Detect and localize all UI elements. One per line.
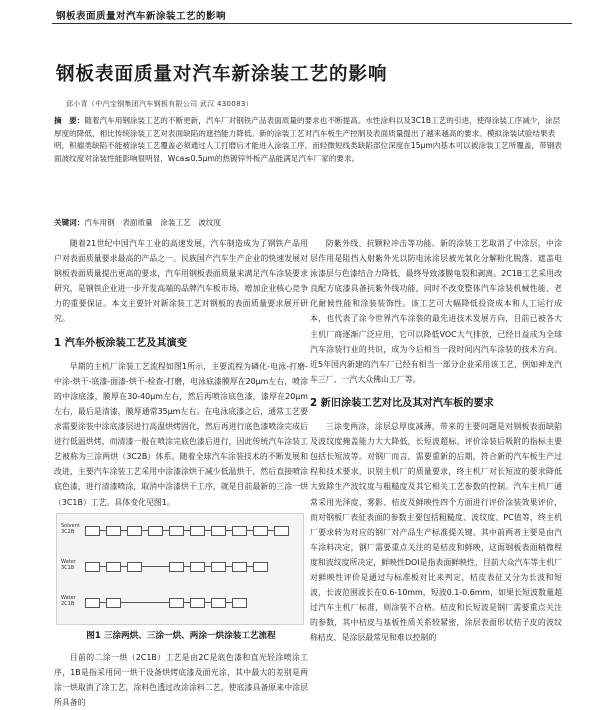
right-continued-paragraph: 防紫外线、抗颗粒冲击等功能。新的涂装工艺取消了中涂层，中涂层作用是阻挡入射紫外光以防电泳涂层被光氧化分解粉化脱落，遮盖电泳漆层与色漆结合力降低，最终导致漆膜龟裂和剥离。2C1B工艺采用改良配方底漆具备抗紫外线功能，同时不改变整体汽车涂装机械性能、老化耐候性能和涂装装饰性。该工艺可大幅降低投资成本和人工运行成本，也代表了涂今世界汽车涂装的最先进技术发展方向，目前已被各大主机厂商逐渐广泛应用，它可以降低VOC大气排放，已经日益成为全球汽车涂装行业的共识，成为今后相当一段时间内汽车涂装的技术方向。近5年国内新建的汽车厂已经有相当一部分企业采用该工艺，例如神龙汽车三厂、一汽大众佛山工厂等。	[310, 239, 562, 384]
section-1-paragraph: 早期的主机厂涂装工艺流程如图1所示，主要流程为磷化-电泳-打磨-中涂-烘干-底漆-面漆-烘干-检查-打磨，电泳底漆膜厚在20μm左右，喷涂的中涂底漆，膜厚在30-40μm左右，然后再喷涂底色漆，漆厚在20μm左右，最后是清漆，膜厚通常35μm左右。在电泳底漆之后，通常工艺要求需要涂装中涂底漆层进行高温烘烤固化，然后再进行底色漆喷涂完成后进行低温烘烤，而清漆一般在喷涂完底色漆后进行，因此传统汽车涂装工艺被称为三涂两烘（3C2B）体系。随着全球汽车涂装技术的不断发展和改进，主要汽车涂装工艺采用中涂漆涂烘干减少低温烘干，然后直接喷涂底色漆，进行清漆喷涂，取消中涂漆烘干工序，就是目前最新的三涂一烘（3C1B）工艺。具体变化见图1。	[54, 361, 308, 507]
flow-row-label: Solvent 3C2B	[61, 522, 80, 535]
section-1-heading: 1 汽车外板涂装工艺及其演变	[54, 337, 187, 349]
keywords-text: 汽车用钢 表面质量 涂装工艺 波纹度	[84, 218, 222, 227]
flow-row-3c1b	[61, 556, 299, 578]
paper-title: 钢板表面质量对汽车新涂装工艺的影响	[56, 64, 388, 85]
figure-1-caption: 图1 三涂两烘、三涂一烘、两涂一烘涂装工艺流程	[86, 630, 276, 641]
flow-row-2c1b	[61, 592, 299, 614]
keywords-label: 关键词：	[54, 218, 85, 227]
flow-row-3c2b	[61, 520, 299, 542]
process-flow-figure	[56, 513, 304, 625]
section-2-heading: 2 新旧涂装工艺对比及其对汽车板的要求	[310, 397, 494, 409]
section-2-paragraph: 三涂变两涂，涂层总厚度减薄，带来的主要问题是对钢板表面缺陷及波纹度掩盖能力大大降低，长短波超标。评价涂装后吸附的指标主要包括长短波等。对钢厂而言，需要重新的后期，符合新的汽车板生产过程和技术要求，识别主机厂的质量要求，终主机厂对长短波的要求降低大致除生产波纹度与粗糙度及其它相关工艺参数的控制。汽车主机厂通常采用光泽度、雾影、桔皮及鲜映性四个方面进行评价涂装效果评价，而对钢板厂表征表面的参数主要包括粗糙度、波纹度、PC值等，终主机厂要求转为对应的钢厂对产品生产标准提关键。其中前两者主要是由汽车涂料决定，钢厂需要重点关注的是桔皮和鲜映，这面钢板表面稍微程度和波纹度所决定，鲜映性DOI是指表面鲜映性，目前大众汽车等主机厂对鲜映性评价是通过与标准板对比来判定，桔皮表征又分为长波和短波，长波范围波长在0.6-10mm，短波0.1-0.6mm，如果长短波数量超过汽车主机厂标准，则涂装不合格。桔皮和长短波是钢厂需要重点关注的参数，其中桔皮与基板性质关系较紧密，涂层表面形状桔子皮的波纹称桔皮，是涂层最常见和难以控制的	[310, 422, 562, 643]
left-closing-paragraph: 目前的二涂一烘（2C1B）工艺是由2C是底色漆和直光轻涂喷涂工序，1B是指采用同一烘干设备烘烤底漆及面光涂，其中最大的差别是两涂一烘取消了涂工艺，涂料色透过改涂涂料二艺，使底漆具备原来中涂层所具备的	[54, 652, 308, 707]
author-line: 邱小青（中汽宝钢集团汽车钢板有限公司 武汉 430083）	[66, 100, 253, 108]
flow-row-label: Water 3C1B	[61, 558, 76, 571]
abstract-text: 随着汽车用钢涂装工艺的不断更新，汽车厂对钢铁产品表面质量的要求也不断提高。水性涂料以及3C1B工艺的引进，使得涂装工序减少，涂层厚度的降低，相比传统涂装工艺对表面缺陷的遮挡能力降低。新的涂装工艺对汽车板生产控制及表面质量提出了越来越高的要求。模拟涂装试验结果表明，积瘤类缺陷不能被涂装工艺覆盖必须通过人工打磨后才能进入涂装工序，而轻微短线类缺陷部位深度在15μm内基本可以被涂装工艺所覆盖，带钢表面波纹度对涂装性能影响很明显，Wca≤0.5μm的热镀锌外板产品能满足汽车厂家的要求。	[54, 116, 562, 163]
running-head: 钢板表面质量对汽车新涂装工艺的影响	[56, 11, 227, 22]
right-column	[310, 236, 562, 645]
abstract	[54, 115, 564, 165]
intro-paragraph: 随着21世纪中国汽车工业的高速发展，汽车制造成为了钢铁产品用户对表面质量要求最高的产品之一。民族国产汽车生产企业的快速发展对钢板表面质量提出更高的要求，汽车用钢板表面质量来满足汽车涂装要求研究，是钢铁企业进一步开发高端的品牌汽车板市场，增加企业核心竞争力的重要保证。本文主要针对新涂装工艺对钢板的表面质量要求展开研究。	[54, 239, 308, 324]
flow-row-label: Water 2C1B	[61, 594, 76, 607]
header-rule	[52, 23, 572, 24]
left-column	[54, 236, 308, 710]
keywords	[54, 217, 564, 228]
abstract-label: 摘 要：	[54, 116, 85, 125]
